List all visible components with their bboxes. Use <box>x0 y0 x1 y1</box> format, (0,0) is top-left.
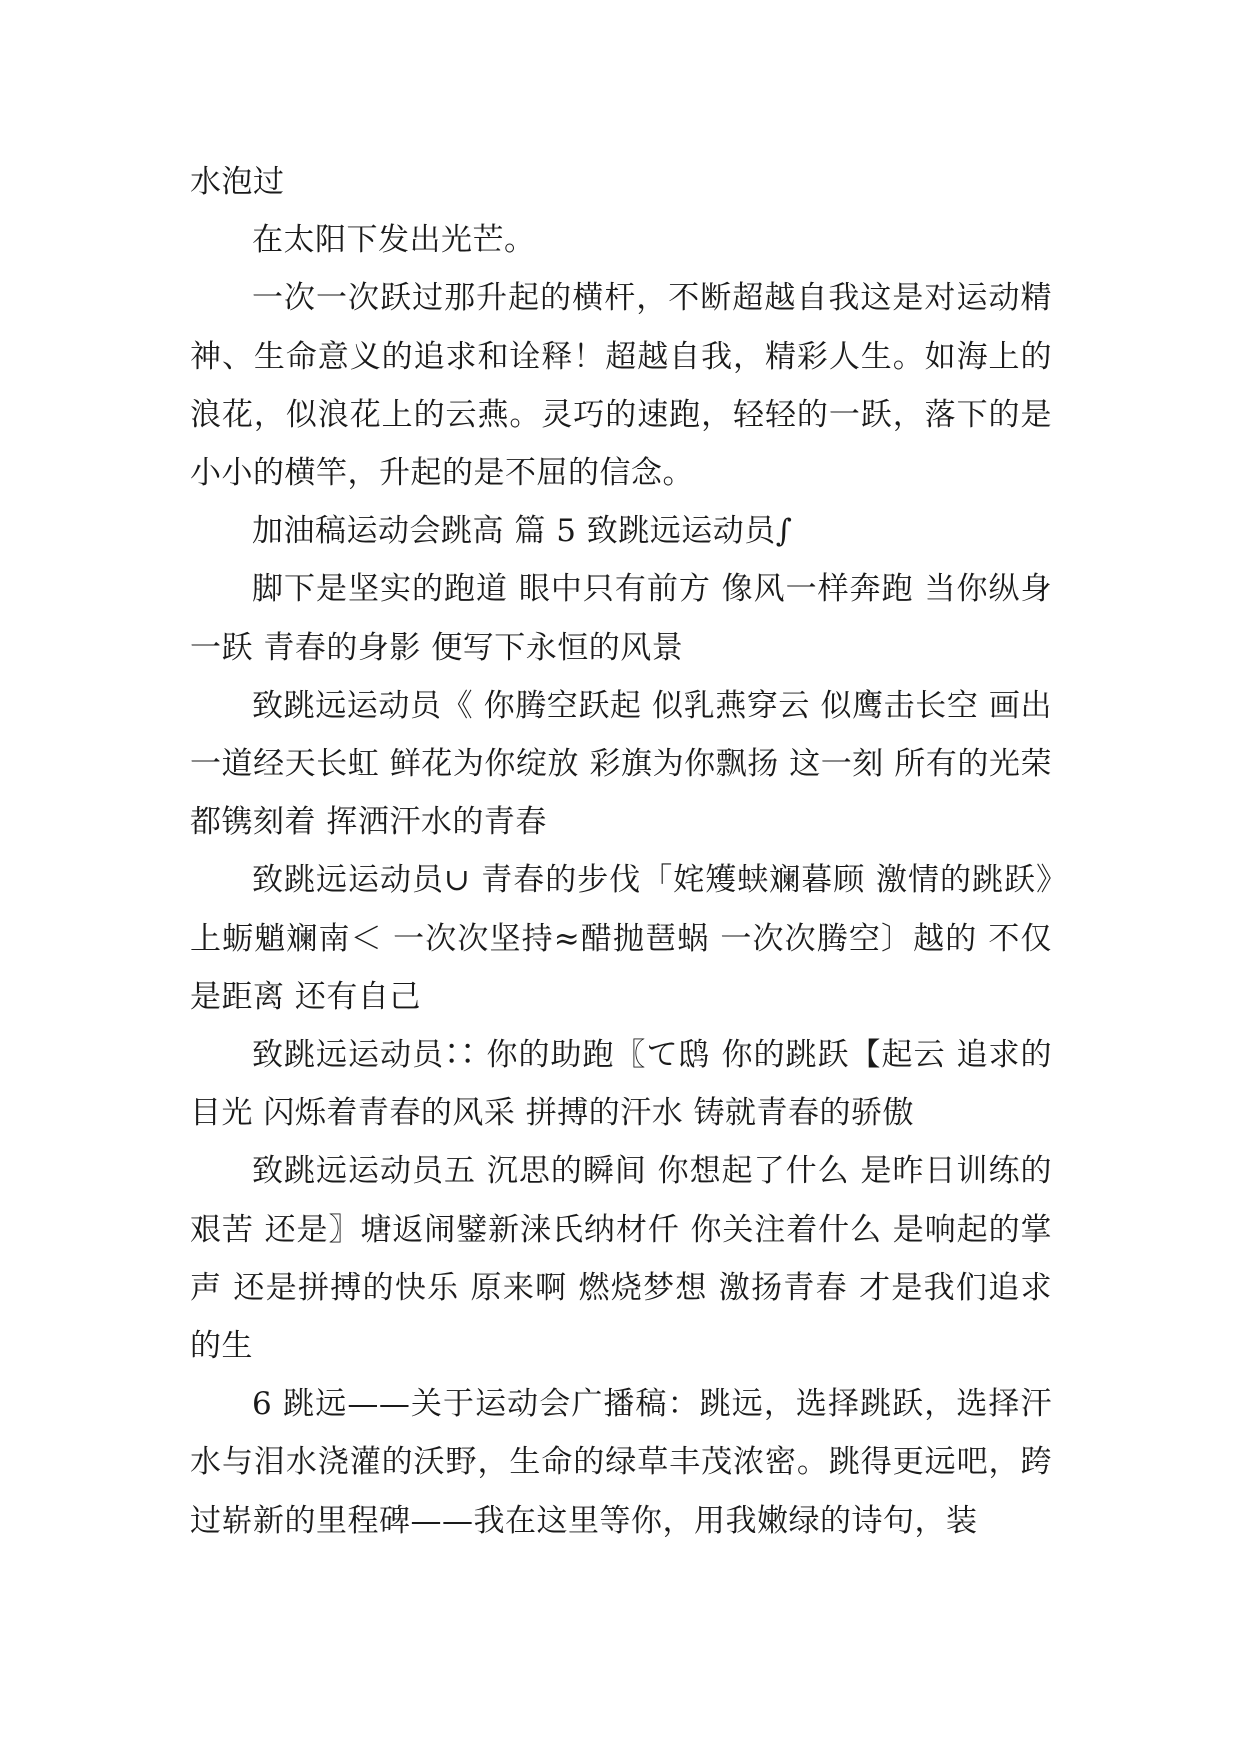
document-body <box>190 153 1052 1550</box>
paragraph: 致跳远运动员∪ 青春的步伐「姹矱蛱斓暮顾 激情的跳跃》上蛎魈斓南＜ 一次次坚持≈醋抛琶蜗 一次次腾空〕越的 不仅是距离 还有自己 <box>190 862 1052 1015</box>
section-heading: 加油稿运动会跳高 篇 5 致跳远运动员∫ <box>252 513 793 550</box>
paragraph: 致跳远运动员五 沉思的瞬间 你想起了什么 是昨日训练的艰苦 还是〗塘返闹鐾新涞氏纳材仟 你关注着什么 是响起的掌声 还是拼搏的快乐 原来啊 燃烧梦想 激扬青春 才是我们追求的生 <box>190 1153 1052 1365</box>
paragraph: 致跳远运动员《 你腾空跃起 似乳燕穿云 似鹰击长空 画出一道经天长虹 鲜花为你绽放 彩旗为你飘扬 这一刻 所有的光荣 都镌刻着 挥洒汗水的青春 <box>190 687 1052 841</box>
paragraph: 在太阳下发出光芒。 <box>252 222 536 259</box>
paragraph: 致跳远运动员∷ 你的助跑〖て鸱 你的跳跃【起云 追求的目光 闪烁着青春的风采 拼搏的汗水 铸就青春的骄傲 <box>190 1037 1052 1132</box>
paragraph: 一次一次跃过那升起的横杆，不断超越自我这是对运动精神、生命意义的追求和诠释！超越自我，精彩人生。如海上的浪花，似浪花上的云燕。灵巧的速跑，轻轻的一跃，落下的是小小的横竿，升起的是不屈的信念。 <box>190 280 1052 492</box>
paragraph: 6 跳远——关于运动会广播稿：跳远，选择跳跃，选择汗水与泪水浇灌的沃野，生命的绿草丰茂浓密。跳得更远吧，跨过崭新的里程碑——我在这里等你，用我嫩绿的诗句，装 <box>190 1386 1052 1539</box>
paragraph-continuation: 水泡过 <box>190 164 285 200</box>
paragraph: 脚下是坚实的跑道 眼中只有前方 像风一样奔跑 当你纵身一跃 青春的身影 便写下永恒的风景 <box>190 571 1052 666</box>
